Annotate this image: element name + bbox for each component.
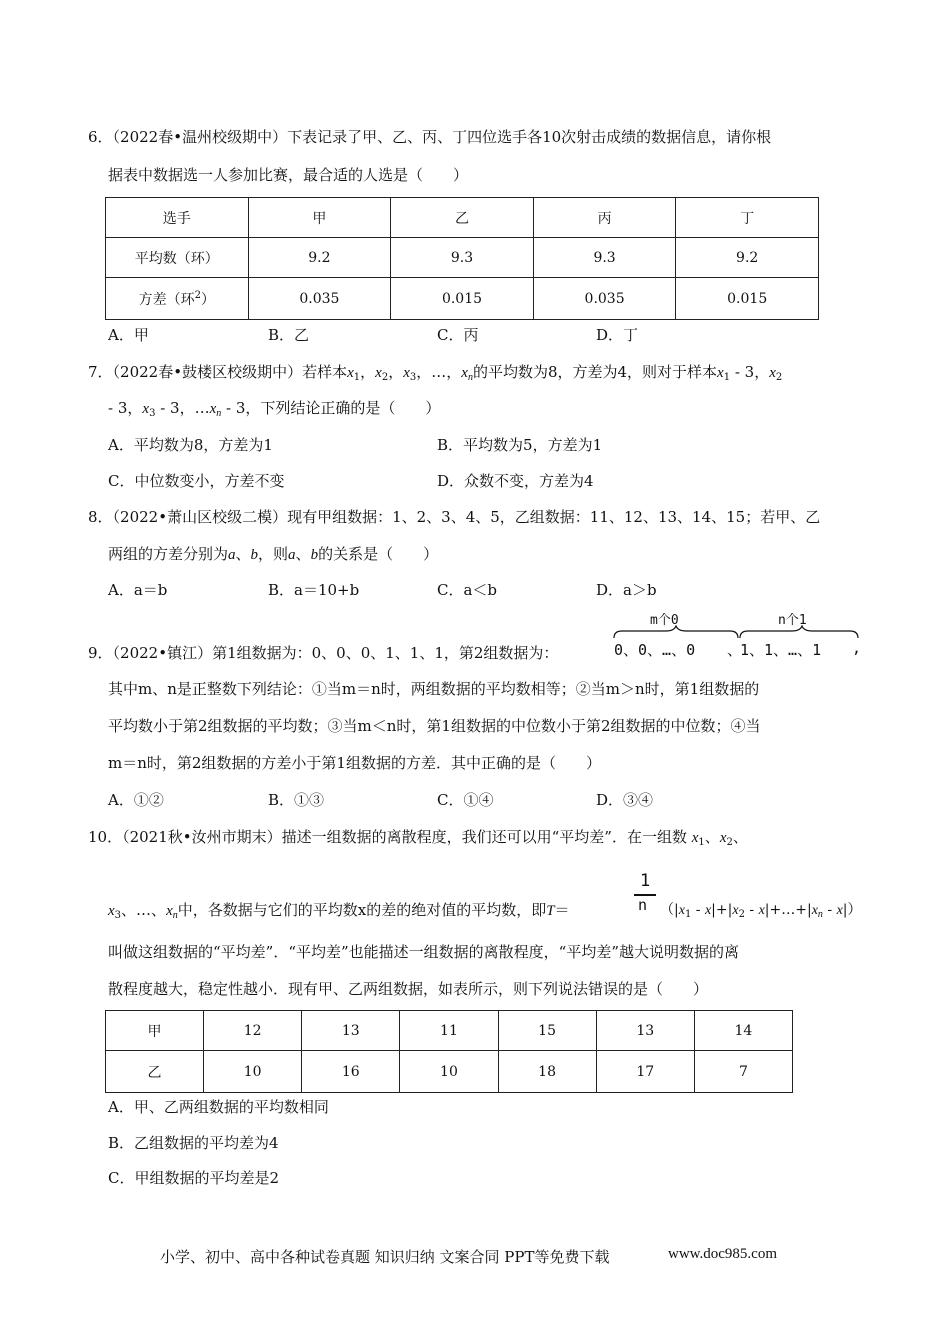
- q7-line1: 7．（2022春•鼓楼区校级期中）若样本$x_1$，$x_2$，$x_3$，…，$x_n$的平均数为8，方差为4，则对于样本$x_1 - 3$，$x_2$: [88, 363, 783, 383]
- table-cell: 13: [302, 1011, 400, 1051]
- q10-line4: 散程度越大，稳定性越小．现有甲、乙两组数据，如表所示，则下列说法错误的是（ ）: [108, 980, 709, 998]
- overbrace-graphic: [612, 625, 862, 639]
- variance-exponent: 2: [194, 289, 201, 301]
- q9-sequence-end: ,: [852, 639, 862, 657]
- q9-line3: 平均数小于第2组数据的平均数；③当m＜n时，第1组数据的中位数小于第2组数据的中位数；④当: [108, 717, 761, 735]
- q9-option-d[interactable]: D．③④: [596, 791, 654, 809]
- q6-line2: 据表中数据选一人参加比赛，最合适的人选是（ ）: [108, 166, 469, 184]
- footer-link[interactable]: www.doc985.com: [668, 1246, 778, 1262]
- table-cell: 18: [498, 1051, 596, 1093]
- table-cell: 0.015: [391, 278, 534, 320]
- table-row: [106, 198, 819, 238]
- table-row: [106, 278, 819, 320]
- table-cell: 乙: [391, 198, 534, 238]
- table-cell: 15: [498, 1011, 596, 1051]
- q8-line1: [88, 506, 820, 528]
- q7-text-3: ，下列结论正确的是（ ）: [245, 399, 441, 417]
- q9-option-b[interactable]: B．①③: [268, 791, 325, 809]
- table-cell: 12: [204, 1011, 302, 1051]
- q7-text-1: （2022春•鼓楼区校级期中）若样本: [112, 363, 348, 381]
- q6-number: 6．: [88, 128, 113, 146]
- q8-text-2: 两组的方差分别为: [108, 545, 229, 563]
- q6-option-d[interactable]: D．丁: [596, 326, 639, 344]
- table-cell: 17: [596, 1051, 694, 1093]
- q8-line2: 两组的方差分别为a、b，则a、b的关系是（ ）: [108, 545, 439, 563]
- q8-number: 8．: [88, 508, 113, 526]
- q10-option-c[interactable]: C．甲组数据的平均差是2: [108, 1169, 280, 1187]
- q7-number: 7．: [88, 363, 113, 381]
- table-cell: 9.2: [676, 238, 819, 278]
- q10-text-2: 中，各数据与它们的平均数x的差的绝对值的平均数，即: [177, 901, 547, 919]
- q6-text-1: （2022春•温州校级期中）下表记录了甲、乙、丙、丁四位选手各10次射击成绩的数据信息，请你根: [112, 128, 772, 146]
- q10-line2: $x_3$、…、$x_n$中，各数据与它们的平均数x的差的绝对值的平均数，即T＝: [108, 901, 570, 921]
- table-cell: 9.2: [248, 238, 391, 278]
- q9-text-1: （2022•镇江）第1组数据为：0、0、0、1、1、1，第2组数据为：: [112, 644, 559, 662]
- table-cell: 13: [596, 1011, 694, 1051]
- table-cell: 10: [204, 1051, 302, 1093]
- q8-text-3: 的关系是（ ）: [318, 545, 439, 563]
- table-cell: 11: [400, 1011, 498, 1051]
- q10-option-b[interactable]: B．乙组数据的平均差为4: [108, 1134, 279, 1152]
- footer-text: 小学、初中、高中各种试卷真题 知识归纳 文案合同 PPT等免费下载: [160, 1248, 610, 1266]
- q8-text-1: （2022•萧山区校级二模）现有甲组数据：1、2、3、4、5，乙组数据：11、12、13、14、15；若甲、乙: [112, 508, 821, 526]
- fraction-numerator: 1: [640, 871, 651, 891]
- table-cell: [106, 278, 249, 320]
- q8-option-a[interactable]: A．a＝b: [108, 581, 168, 599]
- q9-number: 9．: [88, 644, 113, 662]
- q10-text-1: （2021秋•汝州市期末）描述一组数据的离散程度，我们还可以用“平均差”．在一组数: [122, 828, 687, 846]
- q6-option-c[interactable]: C．丙: [437, 326, 479, 344]
- table-cell: 16: [302, 1051, 400, 1093]
- q9-option-c[interactable]: C．①④: [437, 791, 494, 809]
- q10-line3: 叫做这组数据的“平均差”．“平均差”也能描述一组数据的离散程度，“平均差”越大说明数据的离: [108, 943, 740, 961]
- q6-line1: [88, 126, 771, 148]
- overbrace-m: [614, 626, 738, 638]
- table-cell: 0.035: [533, 278, 676, 320]
- q8-option-b[interactable]: B．a＝10+b: [268, 581, 360, 599]
- q10-number: 10．: [88, 828, 123, 846]
- brace-label-n: n个1: [778, 613, 807, 628]
- q9-sequence-zeros: 0、0、…、0: [614, 641, 696, 659]
- q8-option-d[interactable]: D．a＞b: [596, 581, 657, 599]
- table-cell: 丁: [676, 198, 819, 238]
- q10-option-a[interactable]: A．甲、乙两组数据的平均数相同: [108, 1098, 329, 1116]
- q6-option-a[interactable]: A．甲: [108, 326, 149, 344]
- fraction-denominator: n: [638, 896, 648, 914]
- q9-option-a[interactable]: A．①②: [108, 791, 164, 809]
- q6-option-b[interactable]: B．乙: [268, 326, 310, 344]
- table-cell: 10: [400, 1051, 498, 1093]
- table-cell: 9.3: [391, 238, 534, 278]
- q10-formula: （$|x_1 - x|+|x_2$ - $x|+\dots+|x_n - x|$）: [660, 902, 862, 920]
- q6-table: [105, 197, 819, 320]
- q9-line4: m＝n时，第2组数据的方差小于第1组数据的方差．其中正确的是（ ）: [108, 754, 601, 772]
- brace-label-m: m个0: [650, 613, 679, 628]
- table-row: [106, 1051, 793, 1093]
- table-cell: 丙: [533, 198, 676, 238]
- table-cell: 0.015: [676, 278, 819, 320]
- variance-label-close: ）: [200, 291, 215, 308]
- q9-sequence-separator: 、: [727, 641, 743, 659]
- table-cell: 甲: [248, 198, 391, 238]
- q10-table: [105, 1010, 793, 1093]
- table-row: [106, 1011, 793, 1051]
- q7-text-2: 的平均数为8，方差为4，则对于样本: [472, 363, 718, 381]
- table-cell: 14: [694, 1011, 792, 1051]
- q7-option-d[interactable]: D．众数不变，方差为4: [437, 472, 594, 490]
- q7-option-a[interactable]: A．平均数为8，方差为1: [108, 436, 273, 454]
- variance-label: 方差（环: [138, 291, 195, 308]
- q8-option-c[interactable]: C．a＜b: [437, 581, 498, 599]
- table-cell: 平均数（环）: [106, 238, 249, 278]
- q9-line2: 其中m、n是正整数下列结论：①当m＝n时，两组数据的平均数相等；②当m＞n时，第1组数据的: [108, 680, 760, 698]
- overbrace-n: [740, 626, 858, 638]
- q10-line1: 10．（2021秋•汝州市期末）描述一组数据的离散程度，我们还可以用“平均差”．在一组数 $x_1$、$x_2$、: [88, 828, 748, 848]
- table-cell: 甲: [106, 1011, 204, 1051]
- table-cell: 选手: [106, 198, 249, 238]
- table-cell: 7: [694, 1051, 792, 1093]
- table-cell: 乙: [106, 1051, 204, 1093]
- q7-line2: - 3，$x_3 - 3$，$\dots x_n - 3$，下列结论正确的是（ ）: [108, 399, 441, 419]
- q9-line1: [88, 642, 558, 664]
- q7-option-b[interactable]: B．平均数为5，方差为1: [437, 436, 603, 454]
- table-row: [106, 238, 819, 278]
- q9-sequence-ones: 1、1、…、1: [740, 641, 822, 659]
- table-cell: 0.035: [248, 278, 391, 320]
- q7-option-c[interactable]: C．中位数变小，方差不变: [108, 472, 285, 490]
- table-cell: 9.3: [533, 238, 676, 278]
